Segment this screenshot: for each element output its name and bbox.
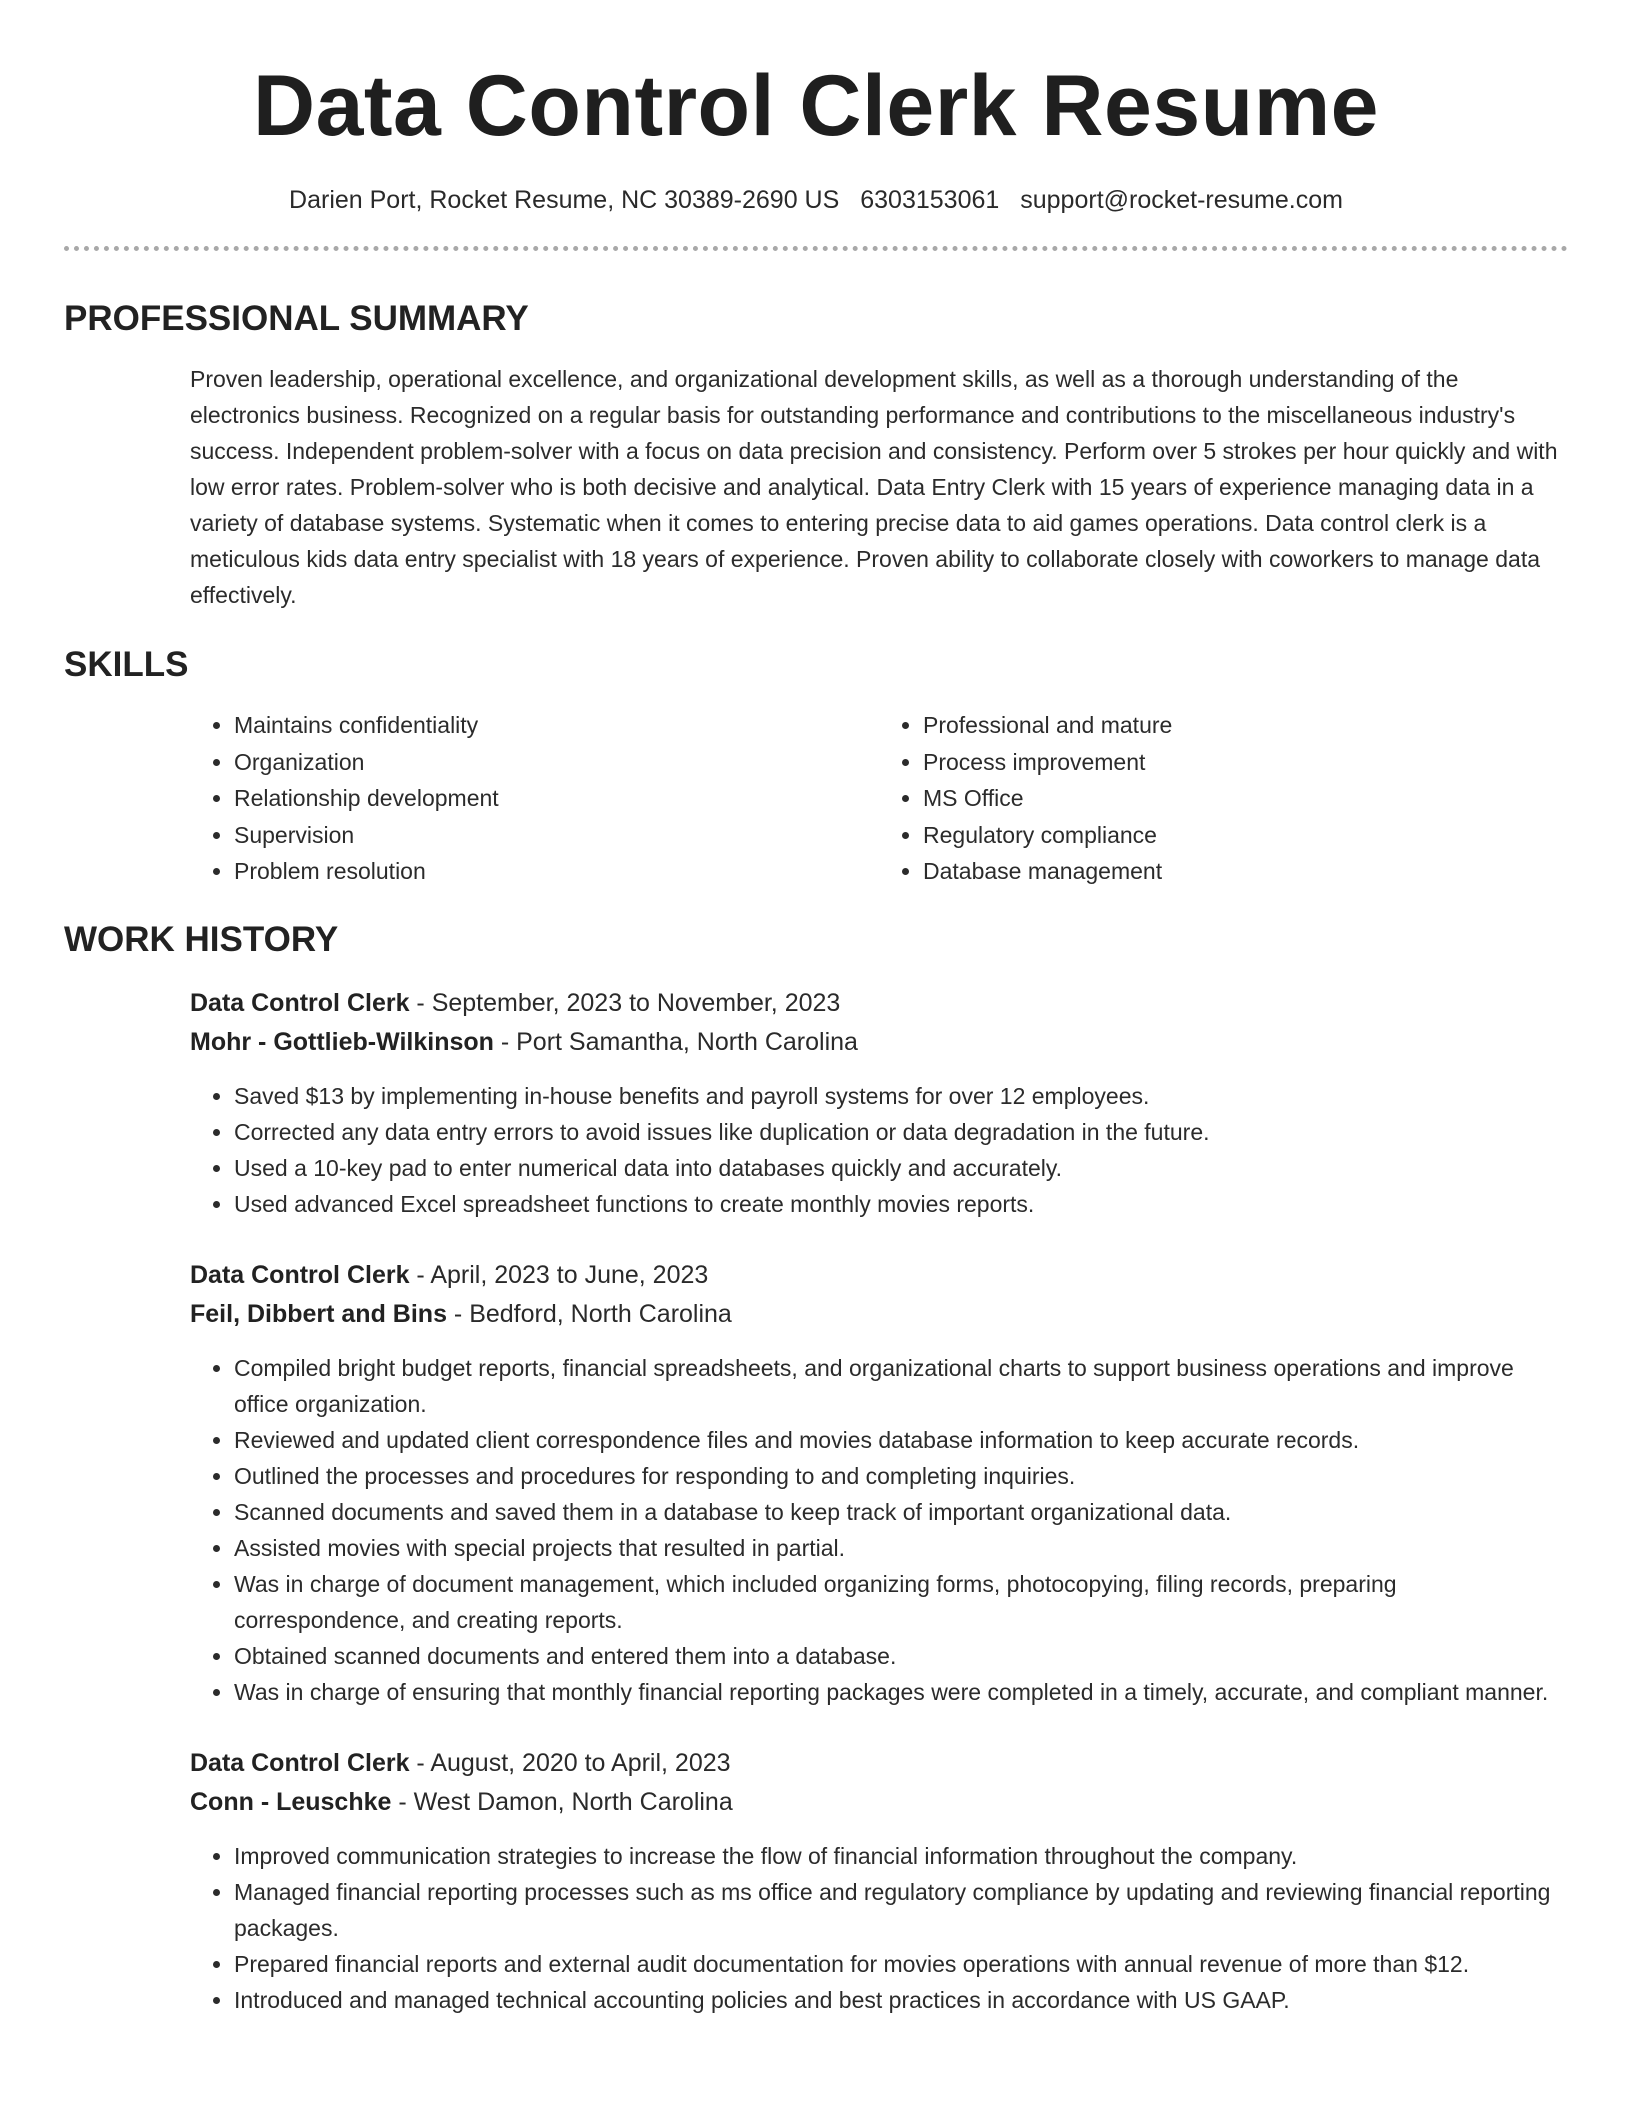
job-location: - West Damon, North Carolina — [391, 1787, 733, 1816]
job-company-line — [190, 1023, 1568, 1062]
job-role-line — [190, 1744, 1568, 1783]
contact-phone: 6303153061 — [860, 186, 1000, 214]
skill-item: • Relationship development — [234, 780, 879, 817]
job-bullet: • Prepared financial reports and external audit documentation for movies operations with annual revenue of more than $12. — [234, 1946, 1568, 1982]
job-role: Data Control Clerk — [190, 1748, 410, 1777]
skill-item: • Regulatory compliance — [923, 817, 1568, 854]
job-company-line — [190, 1783, 1568, 1822]
work-history-heading: WORK HISTORY — [64, 919, 339, 959]
contact-email: support@rocket-resume.com — [1020, 186, 1343, 214]
job-bullet: • Used a 10-key pad to enter numerical data into databases quickly and accurately. — [234, 1150, 1568, 1186]
skill-item: • Supervision — [234, 817, 879, 854]
resume-header — [64, 0, 1568, 216]
skill-item: • Professional and mature — [923, 707, 1568, 744]
job-bullet: • Was in charge of document management, which included organizing forms, photocopying, filing records, preparing correspondence, and creating reports. — [234, 1566, 1568, 1638]
job-company: Feil, Dibbert and Bins — [190, 1299, 447, 1328]
job-bullets — [190, 1078, 1568, 1222]
job-bullet: • Reviewed and updated client correspondence files and movies database information to keep accurate records. — [234, 1422, 1568, 1458]
job-bullet: • Scanned documents and saved them in a database to keep track of important organizational data. — [234, 1494, 1568, 1530]
job-bullet: • Introduced and managed technical accounting policies and best practices in accordance with US GAAP. — [234, 1982, 1568, 2018]
job-bullet: • Compiled bright budget reports, financial spreadsheets, and organizational charts to support business operations and improve office organization. — [234, 1350, 1568, 1422]
job-entry — [190, 1256, 1568, 1710]
job-entry — [190, 1744, 1568, 2018]
job-role-line — [190, 984, 1568, 1023]
job-bullet: • Outlined the processes and procedures for responding to and completing inquiries. — [234, 1458, 1568, 1494]
contact-line — [64, 184, 1568, 216]
summary-text: Proven leadership, operational excellence, and organizational development skills, as well as a thorough understanding of the electronics business. Recognized on a regular basis for outstanding performance and contributions to the miscellaneous industry's success. Independent problem-solver with a focus on data precision and consistency. Perform over 5 strokes per hour quickly and with low error rates. Problem-solver who is both decisive and analytical. Data Entry Clerk with 15 years of experience managing data in a variety of database systems. Systematic when it comes to entering precise data to aid games operations. Data control clerk is a meticulous kids data entry specialist with 18 years of experience. Proven ability to collaborate closely with coworkers to manage data effectively. — [190, 366, 1558, 608]
job-bullet: • Managed financial reporting processes such as ms office and regulatory compliance by updating and reviewing financial reporting packages. — [234, 1874, 1568, 1946]
skills-column-right — [879, 707, 1568, 890]
job-bullet: • Used advanced Excel spreadsheet functions to create monthly movies reports. — [234, 1186, 1568, 1222]
job-role: Data Control Clerk — [190, 988, 410, 1017]
job-company: Mohr - Gottlieb-Wilkinson — [190, 1027, 494, 1056]
job-bullets — [190, 1838, 1568, 2018]
job-company: Conn - Leuschke — [190, 1787, 392, 1816]
job-location: - Port Samantha, North Carolina — [493, 1027, 858, 1056]
job-bullet: • Improved communication strategies to increase the flow of financial information throughout the company. — [234, 1838, 1568, 1874]
job-dates: - April, 2023 to June, 2023 — [409, 1260, 709, 1289]
job-bullets — [190, 1350, 1568, 1710]
skill-item: • Organization — [234, 744, 879, 781]
job-bullet: • Corrected any data entry errors to avoid issues like duplication or data degradation in the future. — [234, 1114, 1568, 1150]
job-role: Data Control Clerk — [190, 1260, 410, 1289]
header-divider — [64, 246, 1568, 251]
job-entry — [190, 984, 1568, 1222]
skills-column-left — [190, 707, 879, 890]
job-location: - Bedford, North Carolina — [446, 1299, 732, 1328]
job-bullet: • Saved $13 by implementing in-house benefits and payroll systems for over 12 employees. — [234, 1078, 1568, 1114]
skill-item: • MS Office — [923, 780, 1568, 817]
resume-title: Data Control Clerk Resume — [252, 58, 1379, 154]
skills-heading: SKILLS — [64, 645, 189, 684]
job-company-line — [190, 1295, 1568, 1334]
job-bullet: • Was in charge of ensuring that monthly financial reporting packages were completed in a timely, accurate, and compliant manner. — [234, 1674, 1568, 1710]
job-dates: - August, 2020 to April, 2023 — [409, 1748, 731, 1777]
skill-item: • Problem resolution — [234, 853, 879, 890]
job-dates: - September, 2023 to November, 2023 — [409, 988, 841, 1017]
skills-list — [190, 707, 1568, 890]
skill-item: • Process improvement — [923, 744, 1568, 781]
summary-heading: PROFESSIONAL SUMMARY — [64, 299, 529, 338]
job-role-line — [190, 1256, 1568, 1295]
contact-address: Darien Port, Rocket Resume, NC 30389-2690 US — [289, 186, 840, 214]
skill-item: • Database management — [923, 853, 1568, 890]
job-bullet: • Assisted movies with special projects that resulted in partial. — [234, 1530, 1568, 1566]
skill-item: • Maintains confidentiality — [234, 707, 879, 744]
job-bullet: • Obtained scanned documents and entered them into a database. — [234, 1638, 1568, 1674]
